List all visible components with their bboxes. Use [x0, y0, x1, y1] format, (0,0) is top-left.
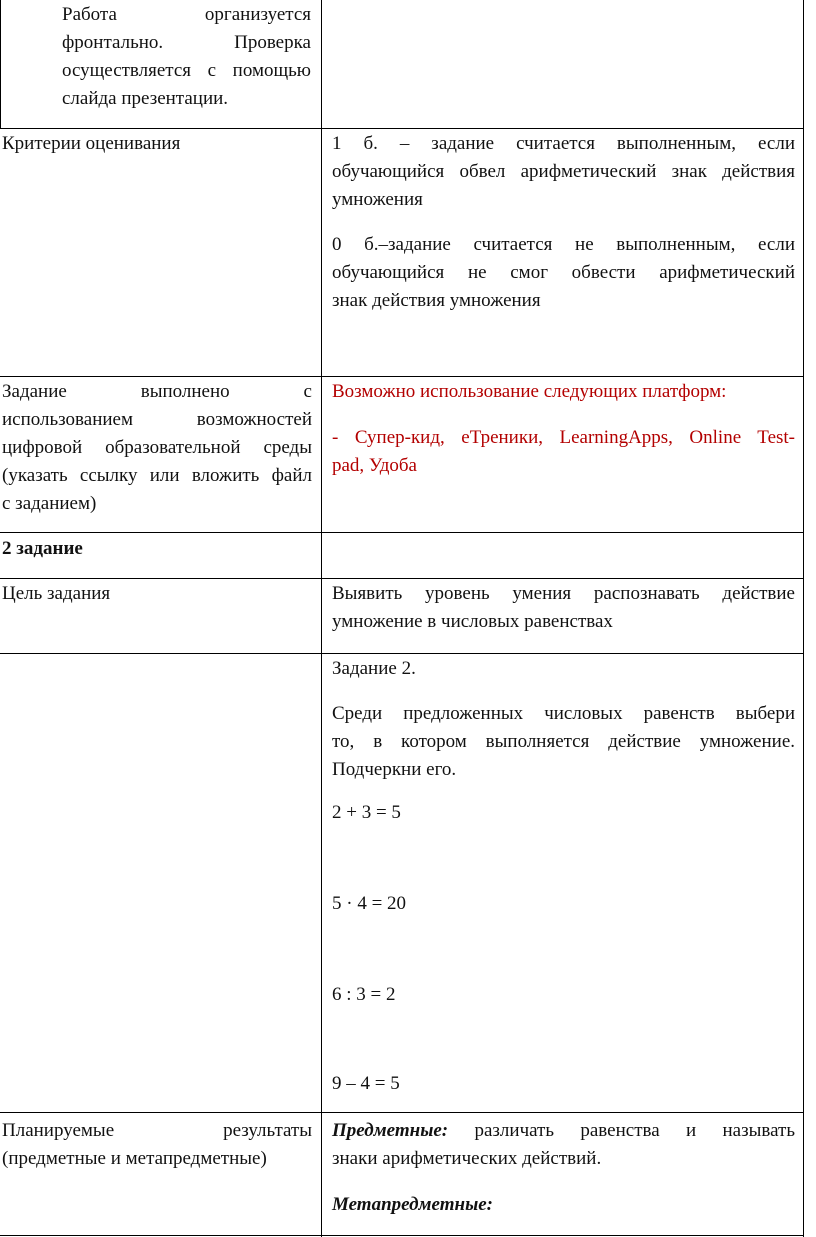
equation-addition: 2 + 3 = 5 [332, 802, 401, 823]
assignment-line: Подчеркни его. [332, 759, 457, 780]
criteria-line: 1 б. – задание считается выполненным, если [332, 133, 795, 154]
divider-right-edge [803, 0, 804, 1237]
criteria-label: Критерии оценивания [2, 133, 181, 154]
results-text [332, 1117, 795, 1219]
criteria-1pt [332, 130, 795, 214]
digital-label-line: с заданием) [2, 493, 97, 514]
results-label-line: Планируемые результаты [2, 1120, 312, 1141]
goal-label: Цель задания [2, 583, 111, 604]
digital-label-line: использованием возможностей [2, 409, 312, 430]
assignment-text [332, 700, 795, 784]
row0-text [62, 1, 311, 113]
meta-results-label: Метапредметные: [332, 1194, 494, 1215]
results-subject-line [332, 1117, 795, 1145]
row0-line: фронтально. Проверка [62, 32, 311, 53]
results-label [2, 1117, 312, 1173]
divider-row4 [0, 653, 804, 654]
platforms-intro: Возможно использование следующих платформ: [332, 381, 727, 402]
goal-line: Выявить уровень умения распознавать действие [332, 583, 795, 604]
platforms-block [332, 378, 795, 480]
assignment-title: Задание 2. [332, 658, 416, 679]
equation-division: 6 : 3 = 2 [332, 984, 396, 1005]
divider-row0 [0, 128, 804, 129]
equation-multiplication: 5 · 4 = 20 [332, 893, 407, 914]
row0-line: Работа организуется [62, 4, 311, 25]
row0-line: слайда презентации. [62, 88, 229, 109]
divider-row6 [0, 1235, 804, 1236]
criteria-line: умножения [332, 189, 423, 210]
subject-results-text: различать равенства и называть [448, 1120, 795, 1141]
divider-left-edge-top [0, 0, 1, 128]
assignment-line: Среди предложенных числовых равенств выбери [332, 703, 795, 724]
divider-row2 [0, 532, 804, 533]
platforms-line: - Супер-кид, еТреники, LearningApps, Online Test- [332, 427, 795, 448]
task2-heading: 2 задание [2, 538, 83, 559]
platforms-line: pad, Удоба [332, 455, 417, 476]
platforms-list [332, 424, 795, 480]
criteria-line: обучающийся не смог обвести арифметический [332, 262, 795, 283]
digital-label-line: (указать ссылку или вложить файл [2, 465, 312, 486]
goal-text [332, 580, 795, 636]
criteria-line: обучающийся обвел арифметический знак действия [332, 161, 795, 182]
digital-label-line: Задание выполнено с [2, 381, 312, 402]
subject-results-label: Предметные: [332, 1120, 449, 1141]
criteria-text [332, 130, 795, 315]
criteria-line: знак действия умножения [332, 290, 541, 311]
assignment-line: то, в котором выполняется действие умножение. [332, 731, 795, 752]
digital-label [2, 378, 312, 518]
digital-label-line: цифровой образовательной среды [2, 437, 312, 458]
row0-line: осуществляется с помощью [62, 60, 311, 81]
criteria-0pt [332, 231, 795, 315]
subject-results-text-cont: знаки арифметических действий. [332, 1148, 602, 1169]
divider-row1 [0, 376, 804, 377]
criteria-line: 0 б.–задание считается не выполненным, если [332, 234, 795, 255]
divider-row5 [0, 1112, 804, 1113]
equation-subtraction: 9 – 4 = 5 [332, 1073, 400, 1094]
goal-line: умножение в числовых равенствах [332, 611, 613, 632]
divider-row3 [0, 578, 804, 579]
divider-left-col [321, 0, 322, 1237]
results-label-line: (предметные и метапредметные) [2, 1148, 267, 1169]
